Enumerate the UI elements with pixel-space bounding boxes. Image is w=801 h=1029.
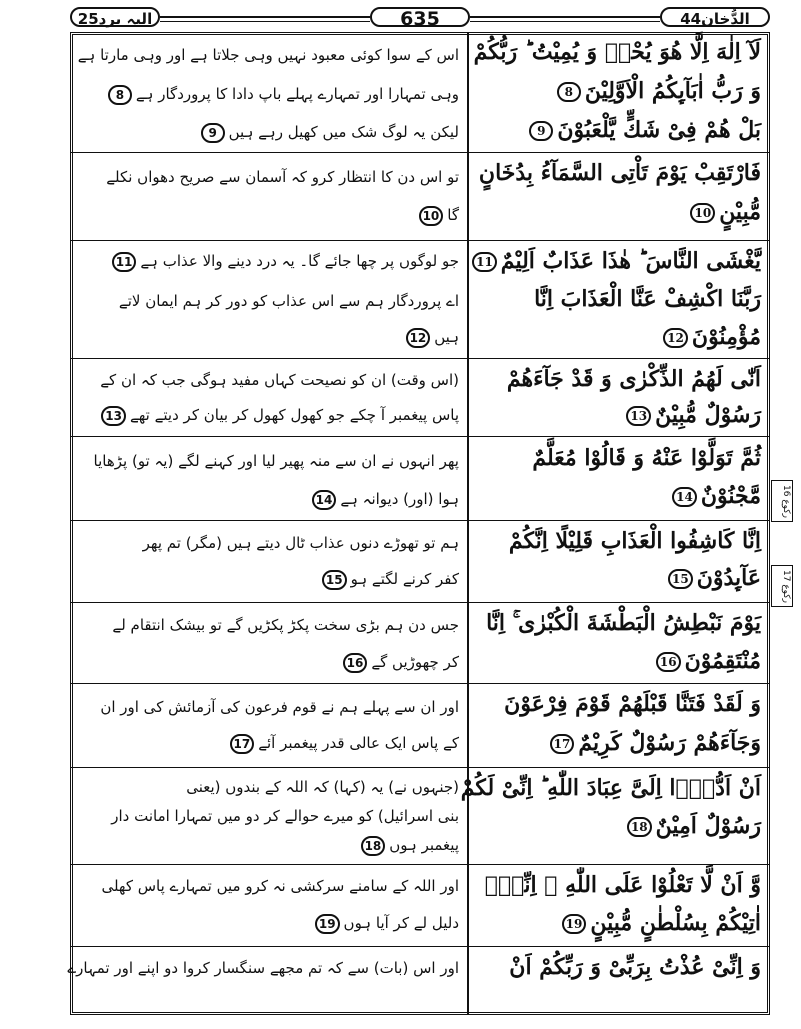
arabic-line: رَبَّنَا اكْشِفْ عَنَّا الْعَذَابَ اِنَّا: [534, 286, 761, 312]
surah-label: الدُّخان44: [660, 7, 770, 27]
urdu-line: لیکن یہ لوگ شک میں کھیل رہے ہیں9: [87, 117, 459, 148]
urdu-line: کر چھوڑیں گے16: [87, 647, 459, 678]
urdu-line: گا10: [87, 200, 459, 231]
urdu-line: (جنہوں نے) یہ (کہا) کہ اللہ کے بندوں (یعنی: [186, 778, 459, 796]
verse-number: 15: [668, 569, 693, 589]
arabic-line: يَوْمَ نَبْطِشُ الْبَطْشَةَ الْكُبْرٰى ۚ اِنَّا: [486, 610, 761, 636]
verse-number: 18: [627, 817, 652, 837]
verse-separator: [70, 520, 770, 521]
arabic-line: اِنَّا كَاشِفُوا الْعَذَابِ قَلِيْلًا اِنَّكُمْ: [508, 528, 761, 554]
verse-number: 16: [656, 652, 681, 672]
arabic-line: اَنّٰى لَهُمُ الذِّكْرٰى وَ قَدْ جَآءَهُمْ: [506, 366, 761, 392]
urdu-line: پاس پیغمبر آ چکے جو کھول کھول کر بیان کر دیتے تھے13: [87, 400, 459, 431]
urdu-line: بنی اسرائیل) کو میرے حوالے کر دو میں تمہارا امانت دار: [111, 807, 459, 825]
urdu-line: پھر انہوں نے ان سے منہ پھیر لیا اور کہنے لگے (یہ تو) پڑھایا: [93, 452, 459, 470]
verse-number: 19: [562, 914, 587, 934]
verse-number: 12: [663, 328, 688, 348]
arabic-line: يَّغْشَى النَّاسَ ؕ هٰذَا عَذَابٌ اَلِيْمٌ11: [511, 246, 761, 277]
urdu-line: اے پروردگار ہم سے اس عذاب کو دور کر ہم ایمان لاتے: [118, 292, 459, 310]
verse-number: 10: [690, 203, 715, 223]
verse-number: 16: [343, 653, 368, 673]
header-rule-right: [470, 16, 660, 22]
verse-number: 8: [108, 85, 132, 105]
verse-separator: [70, 436, 770, 437]
arabic-line: مُنْتَقِمُوْنَ16: [511, 646, 761, 677]
urdu-line: ہوا (اور) دیوانہ ہے14: [87, 484, 459, 515]
verse-separator: [70, 152, 770, 153]
urdu-line: پیغمبر ہوں18: [87, 830, 459, 861]
verse-separator: [70, 767, 770, 768]
arabic-line: وَ اِنِّیْ عُذْتُ بِرَبِّیْ وَ رَبِّكُمْ اَنْ: [509, 954, 761, 980]
verse-number: 18: [361, 836, 386, 856]
urdu-line: ہم تو تھوڑے دنوں عذاب ٹال دیتے ہیں (مگر) تم پھر: [142, 534, 459, 552]
urdu-line: جو لوگوں پر چھا جائے گا۔ یہ درد دینے والا عذاب ہے11: [87, 246, 459, 277]
verse-number: 13: [101, 406, 126, 426]
verse-separator: [70, 864, 770, 865]
urdu-line: (اس وقت) ان کو نصیحت کہاں مفید ہوگی جب کہ ان کے: [100, 371, 459, 389]
urdu-line: اور اللہ کے سامنے سرکشی نہ کرو میں تمہارے پاس کھلی: [101, 877, 459, 895]
verse-number: 12: [406, 328, 431, 348]
urdu-line: کے پاس ایک عالی قدر پیغمبر آئے17: [87, 728, 459, 759]
verse-number: 8: [557, 82, 581, 102]
urdu-line: کفر کرنے لگتے ہو15: [87, 564, 459, 595]
verse-number: 17: [550, 734, 575, 754]
verse-number: 10: [419, 206, 444, 226]
arabic-line: مَّجْنُوْنٌ14: [511, 481, 761, 512]
verse-number: 14: [672, 487, 697, 507]
ruku-mark: رکوع 16: [771, 480, 793, 522]
urdu-line: ہیں12: [87, 322, 459, 353]
verse-number: 14: [312, 490, 337, 510]
verse-separator: [70, 946, 770, 947]
arabic-line: رَسُوْلٌ اَمِيْنٌ18: [511, 811, 761, 842]
verse-number: 11: [112, 252, 137, 272]
arabic-line: فَارْتَقِبْ يَوْمَ تَاْتِی السَّمَآءُ بِدُخَانٍ: [478, 160, 761, 186]
arabic-line: مُؤْمِنُوْنَ12: [511, 322, 761, 353]
page-header: [70, 6, 770, 30]
verse-number: 13: [626, 406, 651, 426]
verse-separator: [70, 683, 770, 684]
arabic-line: وَجَآءَهُمْ رَسُوْلٌ كَرِيْمٌ17: [511, 728, 761, 759]
arabic-line: اَنْ اَدُّوْۤا اِلَیَّ عِبَادَ اللّٰهِ ؕ اِنِّیْ لَكُمْ: [460, 775, 761, 801]
arabic-line: بَلْ هُمْ فِیْ شَكٍّ یَّلْعَبُوْنَ9: [511, 115, 761, 146]
urdu-line: وہی تمہارا اور تمہارے پہلے باپ دادا کا پروردگار ہے8: [87, 79, 459, 110]
ruku-mark: رکوع 17: [771, 565, 793, 607]
arabic-line: مُّبِيْنٍ10: [511, 197, 761, 228]
urdu-line: دلیل لے کر آیا ہوں19: [87, 908, 459, 939]
juz-label: الیہ یرد25: [70, 7, 160, 27]
urdu-line: اور اس (بات) سے کہ تم مجھے سنگسار کروا دو اپنے اور تمہارے: [67, 959, 459, 977]
verse-number: 19: [315, 914, 340, 934]
column-divider: [467, 32, 469, 1015]
verse-separator: [70, 602, 770, 603]
header-rule-left: [160, 16, 370, 22]
page-number: 635: [370, 7, 470, 27]
arabic-line: عَآىِٕدُوْنَ15: [511, 563, 761, 594]
verse-number: 15: [322, 570, 347, 590]
arabic-line: اٰتِیْكُمْ بِسُلْطٰنٍ مُّبِيْنٍ19: [511, 908, 761, 939]
verse-number: 9: [201, 123, 225, 143]
urdu-line: اور ان سے پہلے ہم نے قوم فرعون کی آزمائش کی اور ان: [100, 698, 459, 716]
arabic-line: وَ لَقَدْ فَتَنَّا قَبْلَهُمْ قَوْمَ فِرْعَوْنَ: [504, 691, 761, 717]
verse-separator: [70, 358, 770, 359]
urdu-line: جس دن ہم بڑی سخت پکڑ پکڑیں گے تو بیشک انتقام لے: [112, 616, 459, 634]
verse-separator: [70, 240, 770, 241]
arabic-line: ثُمَّ تَوَلَّوْا عَنْهُ وَ قَالُوْا مُعَلَّمٌ: [532, 445, 761, 471]
verse-number: 17: [230, 734, 255, 754]
arabic-line: لَآ اِلٰهَ اِلَّا هُوَ يُحْيٖ وَ يُمِيْتُ ؕ رَبُّكُمْ: [473, 39, 761, 65]
verse-number: 11: [472, 252, 497, 272]
verse-number: 9: [529, 121, 553, 141]
urdu-line: تو اس دن کا انتظار کرو کہ آسمان سے صریح دھواں نکلے: [106, 168, 459, 186]
arabic-line: وَ رَبُّ اٰبَآىِٕكُمُ الْاَوَّلِيْنَ8: [511, 76, 761, 107]
arabic-line: رَسُوْلٌ مُّبِيْنٌ13: [511, 400, 761, 431]
arabic-line: وَّ اَنْ لَّا تَعْلُوْا عَلَى اللّٰهِ ۚ اِنِّیْۤ: [484, 872, 761, 898]
urdu-line: اس کے سوا کوئی معبود نہیں وہی جلاتا ہے اور وہی مارتا ہے: [77, 46, 459, 64]
